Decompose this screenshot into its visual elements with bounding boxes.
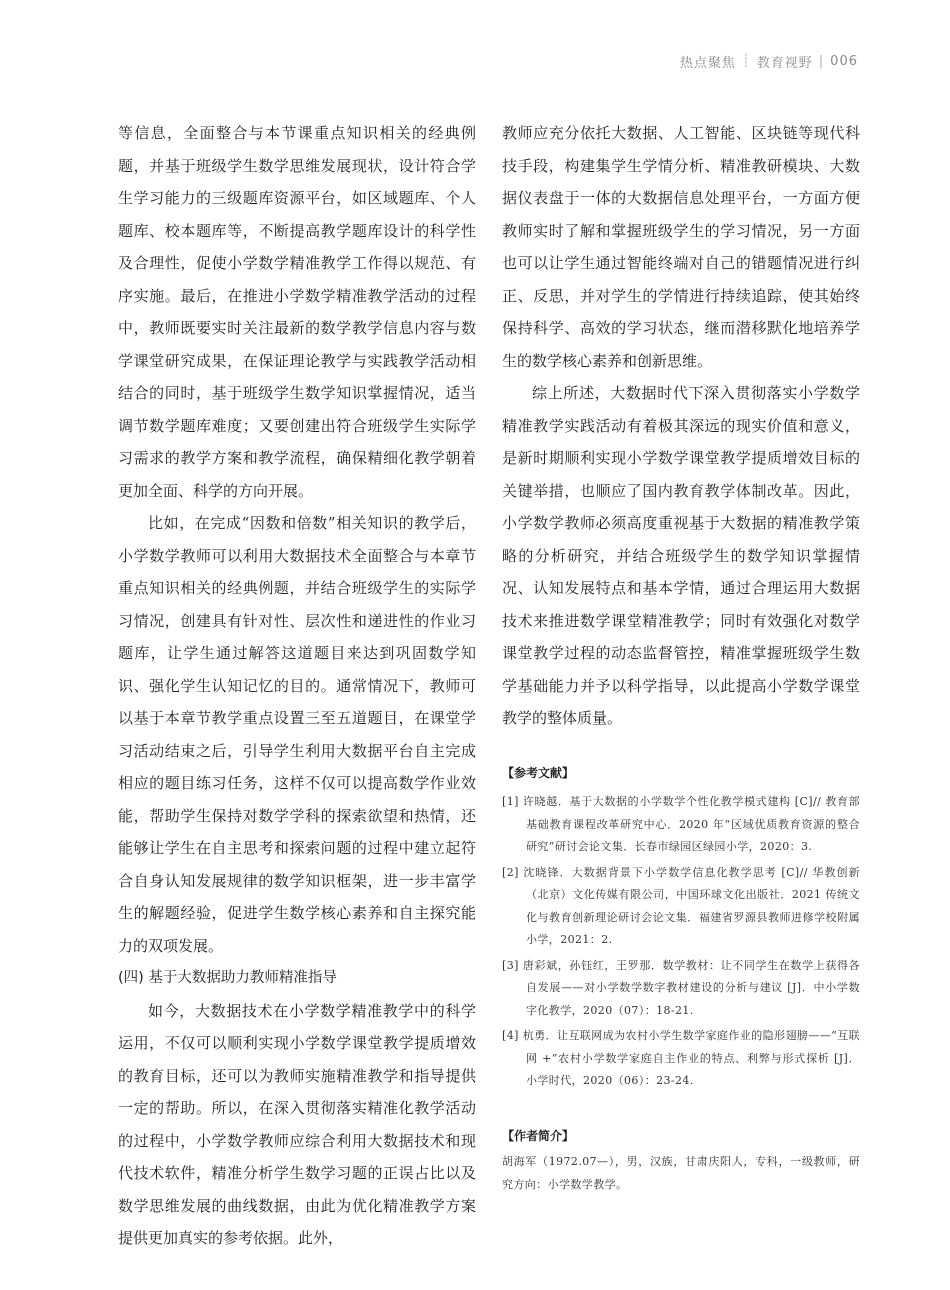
author-heading: 【作者简介】 xyxy=(502,1128,575,1143)
reference-item-4: [4] 杭勇．让互联网成为农村小学生数学家庭作业的隐形翅膀——“互联网 +”农村小学数学家庭自主作业的特点、利弊与形式探析 [J]．小学时代，2020（06）：23-24. xyxy=(502,1029,860,1087)
references-heading: 【参考文献】 xyxy=(502,766,575,780)
header-section: 热点聚焦 xyxy=(679,56,736,71)
right-paragraph-2: 综上所述，大数据时代下深入贯彻落实小学数学精准教学实践活动有着极其深远的现实价值和意义，是新时期顺利实现小学数学课堂教学提质增效目标的关键举措，也顺应了国内教育教学体制改革。因此，小学数学教师必须高度重视基于大数据的精准教学策略的分析研究，并结合班级学生的数学知识掌握情况、认知发展特点和基本学情，通过合理运用大数据技术来推进数学课堂精准教学；同时有效强化对数学课堂教学过程的动态监督管控，精准掌握班级学生数学基础能力并予以科学指导，以此提高小学数学课堂教学的整体质量。 xyxy=(502,384,860,727)
references-section xyxy=(502,764,860,1196)
left-paragraph-2: 比如，在完成“因数和倍数”相关知识的教学后，小学数学教师可以利用大数据技术全面整合与本章节重点知识相关的经典例题，并结合班级学生的实际学习情况，创建具有针对性、层次性和递进性的作业习题库，让学生通过解答这道题目来达到巩固数学知识、强化学生认知记忆的目的。通常情况下，教师可以基于本章节教学重点设置三至五道题目，在课堂学习活动结束之后，引导学生利用大数据平台自主完成相应的题目练习任务，这样不仅可以提高数学作业效能，帮助学生保持对数学学科的探索欲望和热情，还能够让学生在自主思考和探索问题的过程中建立起符合自身认知发展规律的数学知识框架，进一步丰富学生的解题经验，促进学生数学核心素养和自主探究能力的双项发展。 xyxy=(118,514,476,955)
author-bio: 胡海军（1972.07—），男，汉族，甘肃庆阳人，专科，一级教师，研究方向：小学数学教学。 xyxy=(502,1154,860,1191)
reference-item-3: [3] 唐彩斌，孙钰红，王罗那．数学教材：让不同学生在数学上获得各自发展——对小学数学数字教材建设的分析与建议 [J]．中小学数字化教学，2020（07）：18-21. xyxy=(502,958,860,1017)
header-page-separator: | xyxy=(818,54,825,69)
left-paragraph-3: 如今，大数据技术在小学数学精准教学中的科学运用，不仅可以顺利实现小学数学课堂教学提质增效的教育目标，还可以为教师实施精准教学和指导提供一定的帮助。所以，在深入贯彻落实精准化教学活动的过程中，小学数学教师应综合利用大数据技术和现代技术软件，精准分析学生数学习题的正误占比以及数学思维发展的曲线数据，由此为优化精准教学方案提供更加真实的参考依据。此外， xyxy=(118,1001,476,1247)
left-column xyxy=(118,117,476,1255)
reference-item-2: [2] 沈晓锋．大数据背景下小学数学信息化教学思考 [C]// 华教创新（北京）文化传媒有限公司，中国环球文化出版社．2021 传统文化与教育创新理论研讨会论文集．福建省罗源县教师进修学校附属小学，2021：2. xyxy=(502,865,860,946)
section-subheading: (四) 基于大数据助力教师精准指导 xyxy=(118,970,337,986)
page-header xyxy=(680,52,858,71)
page-number: 006 xyxy=(830,54,858,69)
left-paragraph-1: 等信息，全面整合与本节课重点知识相关的经典例题，并基于班级学生数学思维发展现状，设计符合学生学习能力的三级题库资源平台，如区域题库、个人题库、校本题库等，不断提高教学题库设计的科学性及合理性，促使小学数学精准教学工作得以规范、有序实施。最后，在推进小学数学精准教学活动的过程中，教师既要实时关注最新的数学教学信息内容与数学课堂研究成果，在保证理论教学与实践教学活动相结合的同时，基于班级学生数学知识掌握情况，适当调节数学题库难度；又要创建出符合班级学生实际学习需求的教学方案和教学流程，确保精细化教学朝着更加全面、科学的方向开展。 xyxy=(118,124,476,500)
right-column xyxy=(502,117,860,735)
right-paragraph-1: 教师应充分依托大数据、人工智能、区块链等现代科技手段，构建集学生学情分析、精准教研模块、大数据仪表盘于一体的大数据信息处理平台，一方面方便教师实时了解和掌握班级学生的学习情况，另一方面也可以让学生通过智能终端对自己的错题情况进行纠正、反思，并对学生的学情进行持续追踪，使其始终保持科学、高效的学习状态，继而潜移默化地培养学生的数学核心素养和创新思维。 xyxy=(502,124,860,370)
references-list xyxy=(502,791,860,1093)
reference-item-1: [1] 许晓越．基于大数据的小学数学个性化教学模式建构 [C]// 教育部基础教育课程改革研究中心．2020 年“区域优质教育资源的整合研究”研讨会论文集．长春市绿园区绿园小学，2020：3. xyxy=(502,795,860,853)
header-column: 教育视野 xyxy=(756,56,813,71)
header-divider: ┊ xyxy=(741,54,751,69)
